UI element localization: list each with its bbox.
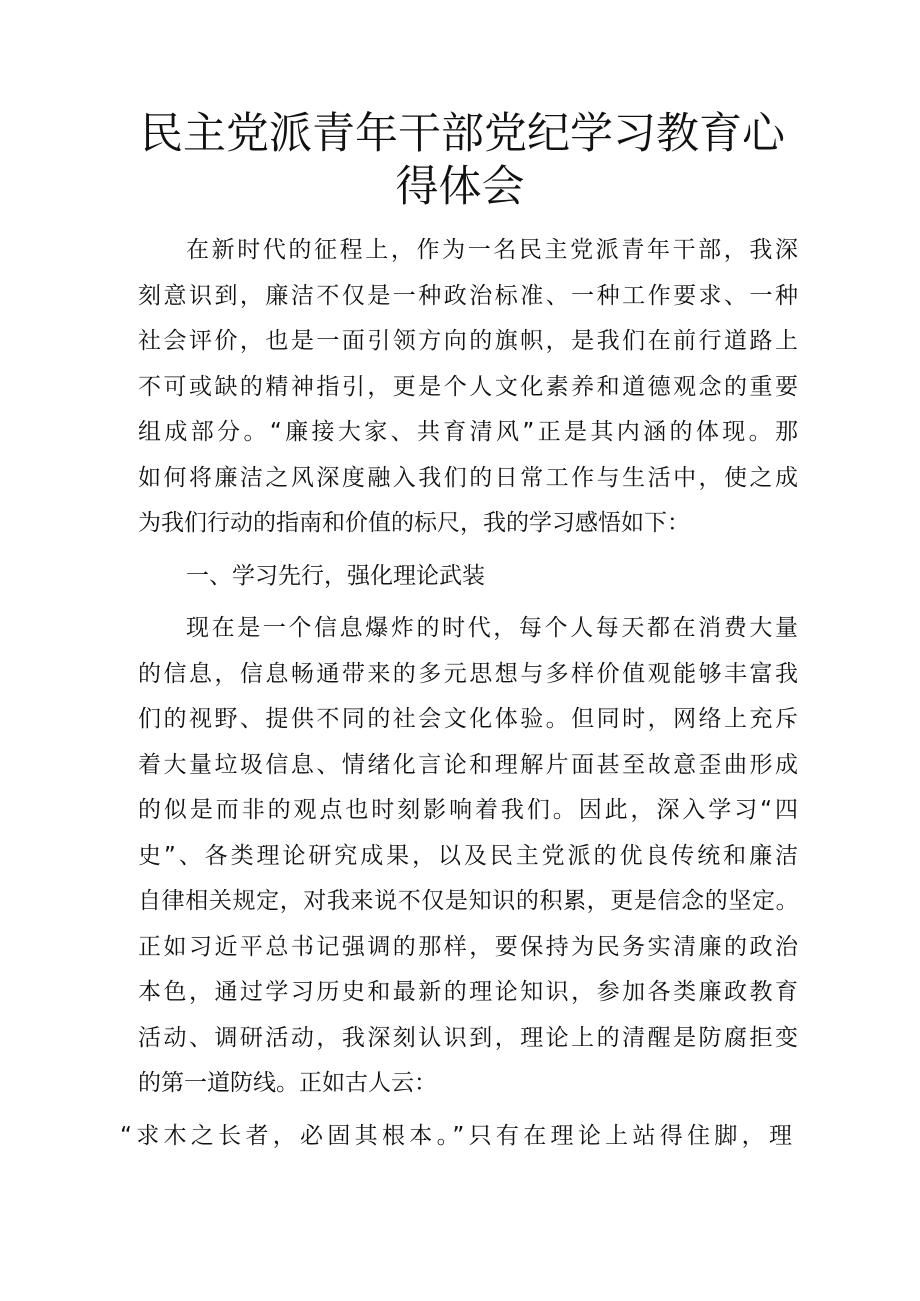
- paragraph-quote: [120, 1114, 798, 1160]
- text-line: 在新时代的征程上，作为一名民主党派青年干部，我深: [186, 237, 798, 263]
- text-line: 刻意识到，廉洁不仅是一种政治标准、一种工作要求、一种: [138, 282, 798, 309]
- text-line: 组成部分。“廉接大家、共育清风”正是其内涵的体现。那: [138, 419, 798, 445]
- text-line: 正如习近平总书记强调的那样，要保持为民务实清廉的政治: [138, 933, 798, 960]
- text-line: 不可或缺的精神指引，更是个人文化素养和道德观念的重要: [138, 373, 798, 400]
- heading-text: 一、学习先行，强化理论武装: [186, 562, 485, 589]
- text-line: 如何将廉洁之风深度融入我们的日常工作与生活中，使之成: [138, 464, 798, 491]
- text-line: 社会评价，也是一面引领方向的旗帜，是我们在前行道路上: [138, 328, 798, 354]
- section-heading: [138, 554, 798, 600]
- paragraph-study: [138, 606, 798, 1107]
- text-line: 现在是一个信息爆炸的时代，每个人每天都在消费大量: [186, 615, 798, 641]
- document-body: [120, 228, 798, 1159]
- title-line: 得体会: [395, 162, 525, 212]
- text-line: 的第一道防线。正如古人云：: [138, 1070, 437, 1096]
- text-line: 本色，通过学习历史和最新的理论知识，参加各类廉政教育: [138, 979, 798, 1005]
- text-line: 活动、调研活动，我深刻认识到，理论上的清醒是防腐拒变: [138, 1024, 798, 1051]
- text-line: 们的视野、提供不同的社会文化体验。但同时，网络上充斥: [138, 706, 798, 732]
- text-line: 为我们行动的指南和价值的标尺，我的学习感悟如下：: [138, 510, 690, 536]
- document-title: [140, 108, 785, 214]
- text-line: 史”、各类理论研究成果，以及民主党派的优良传统和廉洁: [138, 842, 798, 869]
- title-line: 民主党派青年干部党纪学习教育心: [140, 109, 785, 159]
- paragraph-intro: [138, 228, 798, 547]
- text-line: 着大量垃圾信息、情绪化言论和理解片面甚至故意歪曲形成: [138, 751, 798, 778]
- text-line: 的似是而非的观点也时刻影响着我们。因此，深入学习“四: [138, 797, 798, 823]
- text-line: 自律相关规定，对我来说不仅是知识的积累，更是信念的坚定。: [138, 888, 798, 914]
- text-line: “求木之长者，必固其根本。”只有在理论上站得住脚，理: [120, 1122, 792, 1149]
- text-line: 的信息，信息畅通带来的多元思想与多样价值观能够丰富我: [138, 660, 798, 687]
